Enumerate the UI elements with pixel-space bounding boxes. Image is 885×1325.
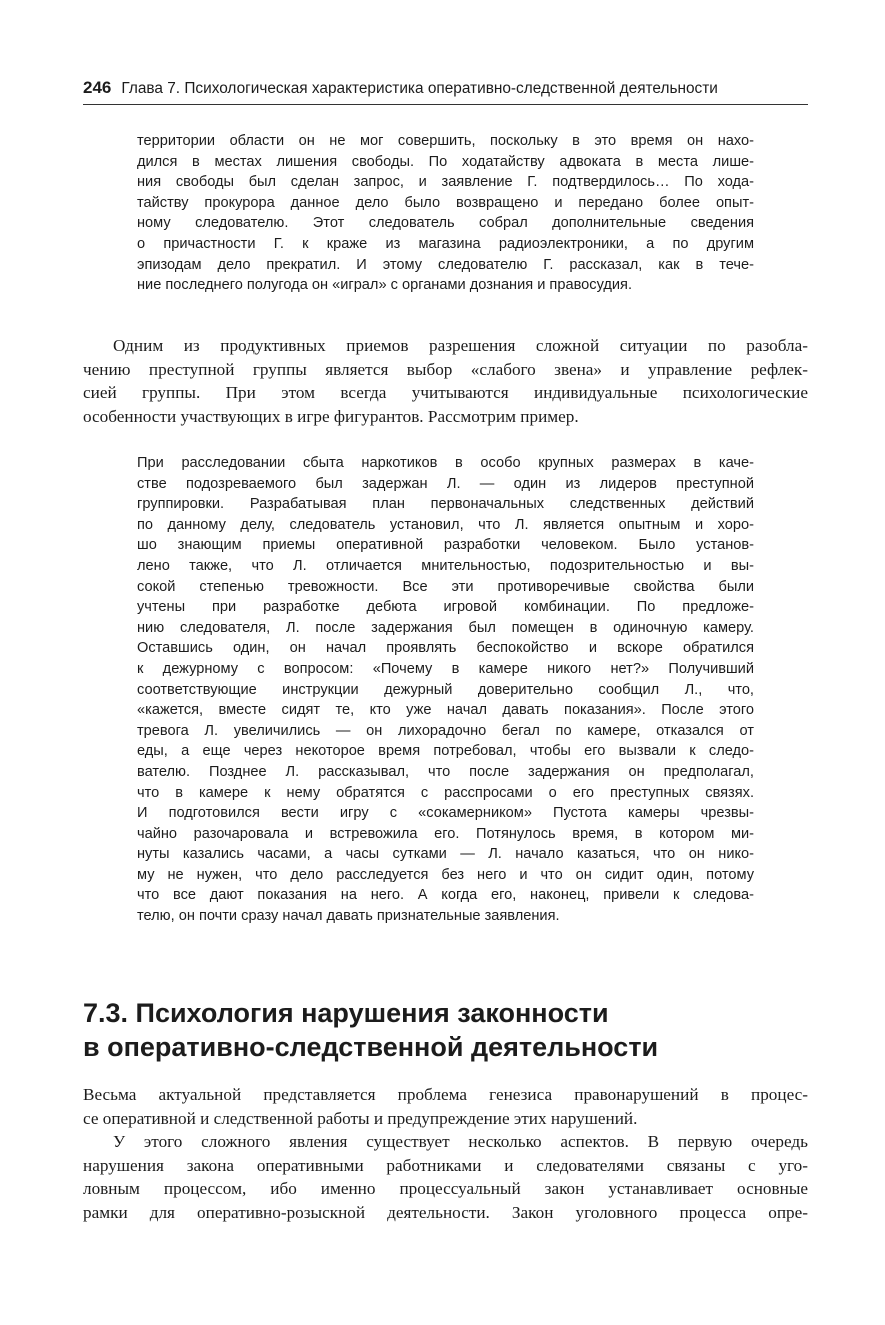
case-example [137, 453, 754, 927]
text-line: При расследовании сбыта наркотиков в особо крупных размерах в каче- [137, 455, 754, 471]
text-line: тайству прокурора данное дело было возвращено и передано более опыт- [137, 194, 754, 211]
text-line: о причастности Г. к краже из магазина радиоэлектроники, а по другим [137, 235, 754, 252]
text-line: телю, он почти сразу начал давать признательные заявления. [137, 908, 560, 925]
text-line: нию следователя, Л. после задержания был помещен в одиночную камеру. [137, 619, 754, 636]
text-line: группировки. Разрабатывая план первоначальных следственных действий [137, 496, 754, 513]
text-line: Оставшись один, он начал проявлять беспокойство и вскоре обратился [137, 640, 754, 657]
text-line: Весьма актуальной представляется проблема генезиса правонарушений в процес- [83, 1085, 808, 1104]
text-line: особенности участвующих в игре фигурантов. Рассмотрим пример. [83, 406, 579, 426]
running-header [83, 78, 808, 105]
text-line: дился в местах лишения свободы. По ходатайству адвоката в места лише- [137, 153, 754, 170]
text-line: чайно разочаровала и встревожила его. Потянулось время, в котором ми- [137, 825, 754, 842]
section-heading [83, 996, 808, 1064]
chapter-title: Глава 7. Психологическая характеристика оперативно-следственной деятельности [121, 80, 718, 97]
text-line: тревога Л. увеличились — он лихорадочно бегал по камере, отказался от [137, 722, 754, 739]
text-line: нуты казались часами, а часы сутками — Л. начало казаться, что он нико- [137, 846, 754, 863]
text-line: к дежурному с вопросом: «Почему в камере никого нет?» Получивший [137, 660, 754, 677]
text-line: по данному делу, следователь установил, что Л. является опытным и хоро- [137, 516, 754, 533]
text-line: рамки для оперативно-розыскной деятельности. Закон уголовного процесса опре- [83, 1202, 808, 1222]
text-line: сокой степенью тревожности. Все эти противоречивые свойства были [137, 578, 754, 595]
text-line: У этого сложного явления существует несколько аспектов. В первую очередь [113, 1132, 808, 1151]
text-line: лено также, что Л. отличается мнительностью, подозрительностью и вы- [137, 557, 754, 574]
text-line: вателю. Позднее Л. рассказывал, что после задержания он предполагал, [137, 763, 754, 780]
text-line: му не нужен, что дело расследуется без него и что он сидит один, потому [137, 866, 754, 883]
text-line: ние последнего полугода он «играл» с органами дознания и правосудия. [137, 277, 633, 294]
text-line: чению преступной группы является выбор «слабого звена» и управление рефлек- [83, 359, 808, 379]
case-example-continued [137, 131, 754, 296]
section-heading-line: 7.3. Психология нарушения законности [83, 998, 609, 1028]
text-line: ния свободы был сделан запрос, и заявление Г. подтвердилось… По хода- [137, 174, 754, 191]
text-line: учтены при разработке дебюта игровой комбинации. По предложе- [137, 599, 754, 616]
text-line: сией группы. При этом всегда учитываются индивидуальные психологические [83, 383, 808, 402]
text-line: стве подозреваемого был задержан Л. — один из лидеров преступной [137, 475, 754, 492]
text-line: соответствующие инструкции дежурный доверительно сообщил Л., что, [137, 681, 754, 698]
body-paragraph [83, 334, 808, 428]
text-line: еды, а еще через некоторое время потребовал, чтобы его вызвали к следо- [137, 743, 754, 760]
text-line: И подготовился вести игру с «сокамерником» Пустота камеры чрезвы- [137, 805, 754, 822]
text-line: ному следователю. Этот следователь собрал дополнительные сведения [137, 215, 754, 232]
section-heading-line: в оперативно-следственной деятельности [83, 1032, 659, 1062]
text-line: что в камере к нему обратятся с расспросами о его преступных связях. [137, 784, 754, 801]
text-line: нарушения закона оперативными работниками и следователями связаны с уго- [83, 1155, 808, 1175]
text-line: се оперативной и следственной работы и предупреждение этих нарушений. [83, 1108, 638, 1128]
text-line: шо знающим приемы оперативной разработки человеком. Было установ- [137, 537, 754, 554]
text-line: «кажется, вместе сидят те, кто уже начал давать показания». После этого [137, 702, 754, 719]
body-paragraph [83, 1083, 808, 1224]
page-number: 246 [83, 78, 112, 97]
text-line: эпизодам дело прекратил. И этому следователю Г. рассказал, как в тече- [137, 256, 754, 273]
text-line: Одним из продуктивных приемов разрешения сложной ситуации по разобла- [113, 336, 808, 355]
text-line: ловным процессом, ибо именно процессуальный закон устанавливает основные [83, 1179, 808, 1198]
text-line: территории области он не мог совершить, поскольку в это время он нахо- [137, 133, 754, 149]
text-line: что все дают показания на него. А когда его, наконец, привели к следова- [137, 887, 754, 904]
